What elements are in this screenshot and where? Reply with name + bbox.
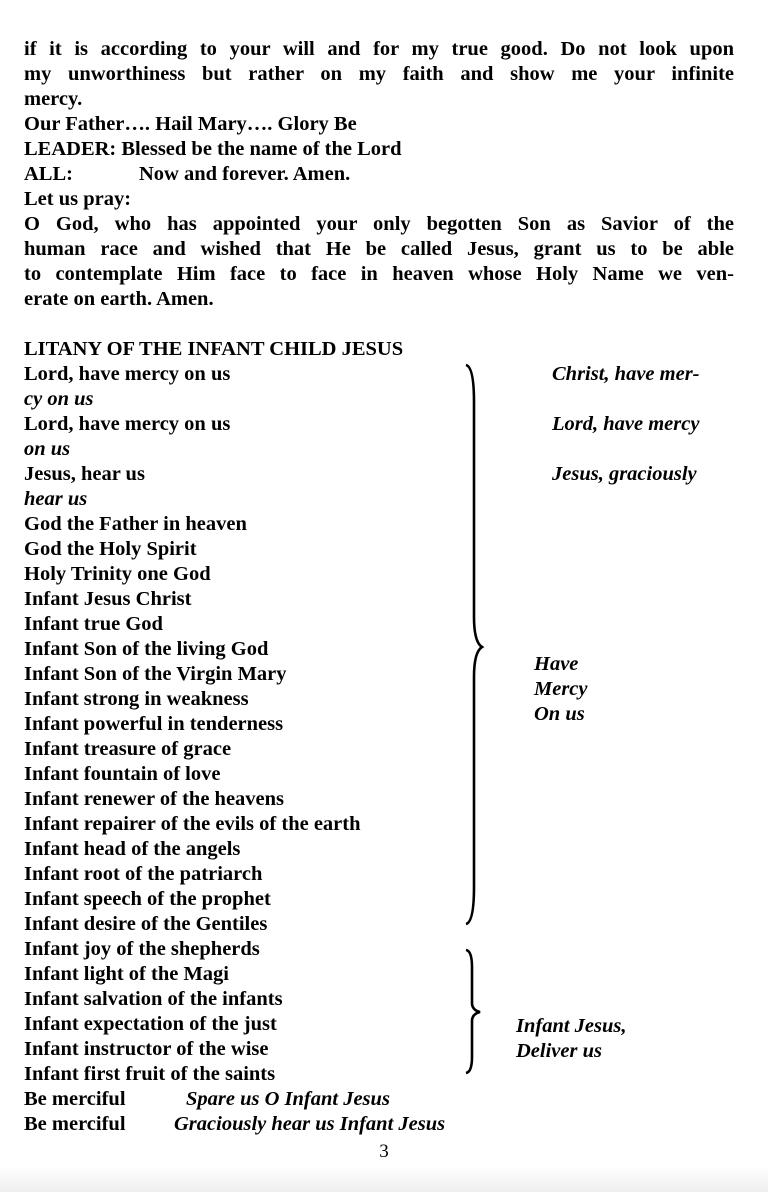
- response-line: Have: [534, 653, 579, 675]
- response-line: Deliver us: [516, 1040, 602, 1062]
- response-deliver-us: [516, 1014, 627, 1064]
- all-text: Now and forever. Amen.: [139, 163, 351, 185]
- closing-call: Be merciful: [24, 1088, 126, 1110]
- page-number: 3: [379, 1141, 389, 1162]
- litany-response-continuation: hear us: [24, 488, 88, 510]
- closing-call: Be merciful: [24, 1113, 126, 1135]
- litany-title: LITANY OF THE INFANT CHILD JESUS: [24, 338, 404, 360]
- litany-invocation: Infant repairer of the evils of the earth: [24, 813, 361, 835]
- closing-response: Graciously hear us Infant Jesus: [174, 1113, 446, 1135]
- litany-invocation: Infant treasure of grace: [24, 738, 232, 760]
- intro-line: mercy.: [24, 88, 83, 110]
- litany-call: Jesus, hear us: [24, 463, 145, 485]
- litany-invocation: Infant salvation of the infants: [24, 988, 283, 1010]
- litany-call: Lord, have mercy on us: [24, 363, 231, 385]
- litany-invocation: Infant true God: [24, 613, 163, 635]
- litany-invocation: Infant powerful in tenderness: [24, 713, 284, 735]
- response-line: On us: [534, 703, 585, 725]
- litany-invocation: God the Holy Spirit: [24, 538, 197, 560]
- response-have-mercy: [534, 652, 588, 727]
- prayer-line: human race and wished that He be called Jesus, grant us to be able: [24, 238, 734, 260]
- litany-response: Jesus, graciously: [552, 463, 697, 485]
- our-father-line: Our Father…. Hail Mary…. Glory Be: [24, 113, 357, 135]
- litany-response: Christ, have mer-: [552, 363, 700, 385]
- litany-invocation: Infant Son of the Virgin Mary: [24, 663, 287, 685]
- litany-invocation: Infant joy of the shepherds: [24, 938, 260, 960]
- litany-invocation: Infant instructor of the wise: [24, 1038, 269, 1060]
- intro-line: if it is according to your will and for my true good. Do not look upon: [24, 38, 734, 60]
- closing-response: Spare us O Infant Jesus: [186, 1088, 390, 1110]
- litany-invocation: Holy Trinity one God: [24, 563, 211, 585]
- right-brace-icon: [460, 947, 490, 1075]
- prayer-line: to contemplate Him face to face in heaven whose Holy Name we ven-: [24, 263, 734, 285]
- litany-invocation: Infant fountain of love: [24, 763, 221, 785]
- prayer-line: O God, who has appointed your only begotten Son as Savior of the: [24, 213, 734, 235]
- litany-opening-row: [24, 362, 734, 387]
- page-edge-shadow: [0, 1166, 768, 1192]
- litany-invocation: Infant Son of the living God: [24, 638, 269, 660]
- prayer-line: erate on earth. Amen.: [24, 288, 214, 310]
- litany-invocation: God the Father in heaven: [24, 513, 247, 535]
- response-line: Infant Jesus,: [516, 1015, 627, 1037]
- closing-row: [24, 1087, 734, 1112]
- litany-response-continuation: on us: [24, 438, 71, 460]
- litany-invocation: Infant light of the Magi: [24, 963, 229, 985]
- closing-row: [24, 1112, 734, 1137]
- litany-invocation: Infant root of the patriarch: [24, 863, 263, 885]
- all-response-line: [24, 162, 734, 187]
- litany-invocation: Infant strong in weakness: [24, 688, 249, 710]
- let-us-pray: Let us pray:: [24, 188, 132, 210]
- document-page: [24, 37, 734, 1137]
- litany-invocation: Infant head of the angels: [24, 838, 241, 860]
- intro-line: my unworthiness but rather on my faith and show me your infinite: [24, 63, 734, 85]
- leader-line: LEADER: Blessed be the name of the Lord: [24, 138, 402, 160]
- litany-opening-row: [24, 462, 734, 487]
- litany-call: Lord, have mercy on us: [24, 413, 231, 435]
- litany-invocation: Infant Jesus Christ: [24, 588, 192, 610]
- litany-invocation: Infant expectation of the just: [24, 1013, 277, 1035]
- litany-invocation: Infant first fruit of the saints: [24, 1063, 276, 1085]
- all-label: ALL:: [24, 163, 73, 185]
- right-brace-icon: [460, 362, 490, 927]
- litany-invocation: Infant desire of the Gentiles: [24, 913, 268, 935]
- litany-opening-row: [24, 412, 734, 437]
- litany-invocation: Infant speech of the prophet: [24, 888, 271, 910]
- litany-response: Lord, have mercy: [552, 413, 700, 435]
- litany-response-continuation: cy on us: [24, 388, 94, 410]
- litany-invocation: Infant renewer of the heavens: [24, 788, 285, 810]
- response-line: Mercy: [534, 678, 588, 700]
